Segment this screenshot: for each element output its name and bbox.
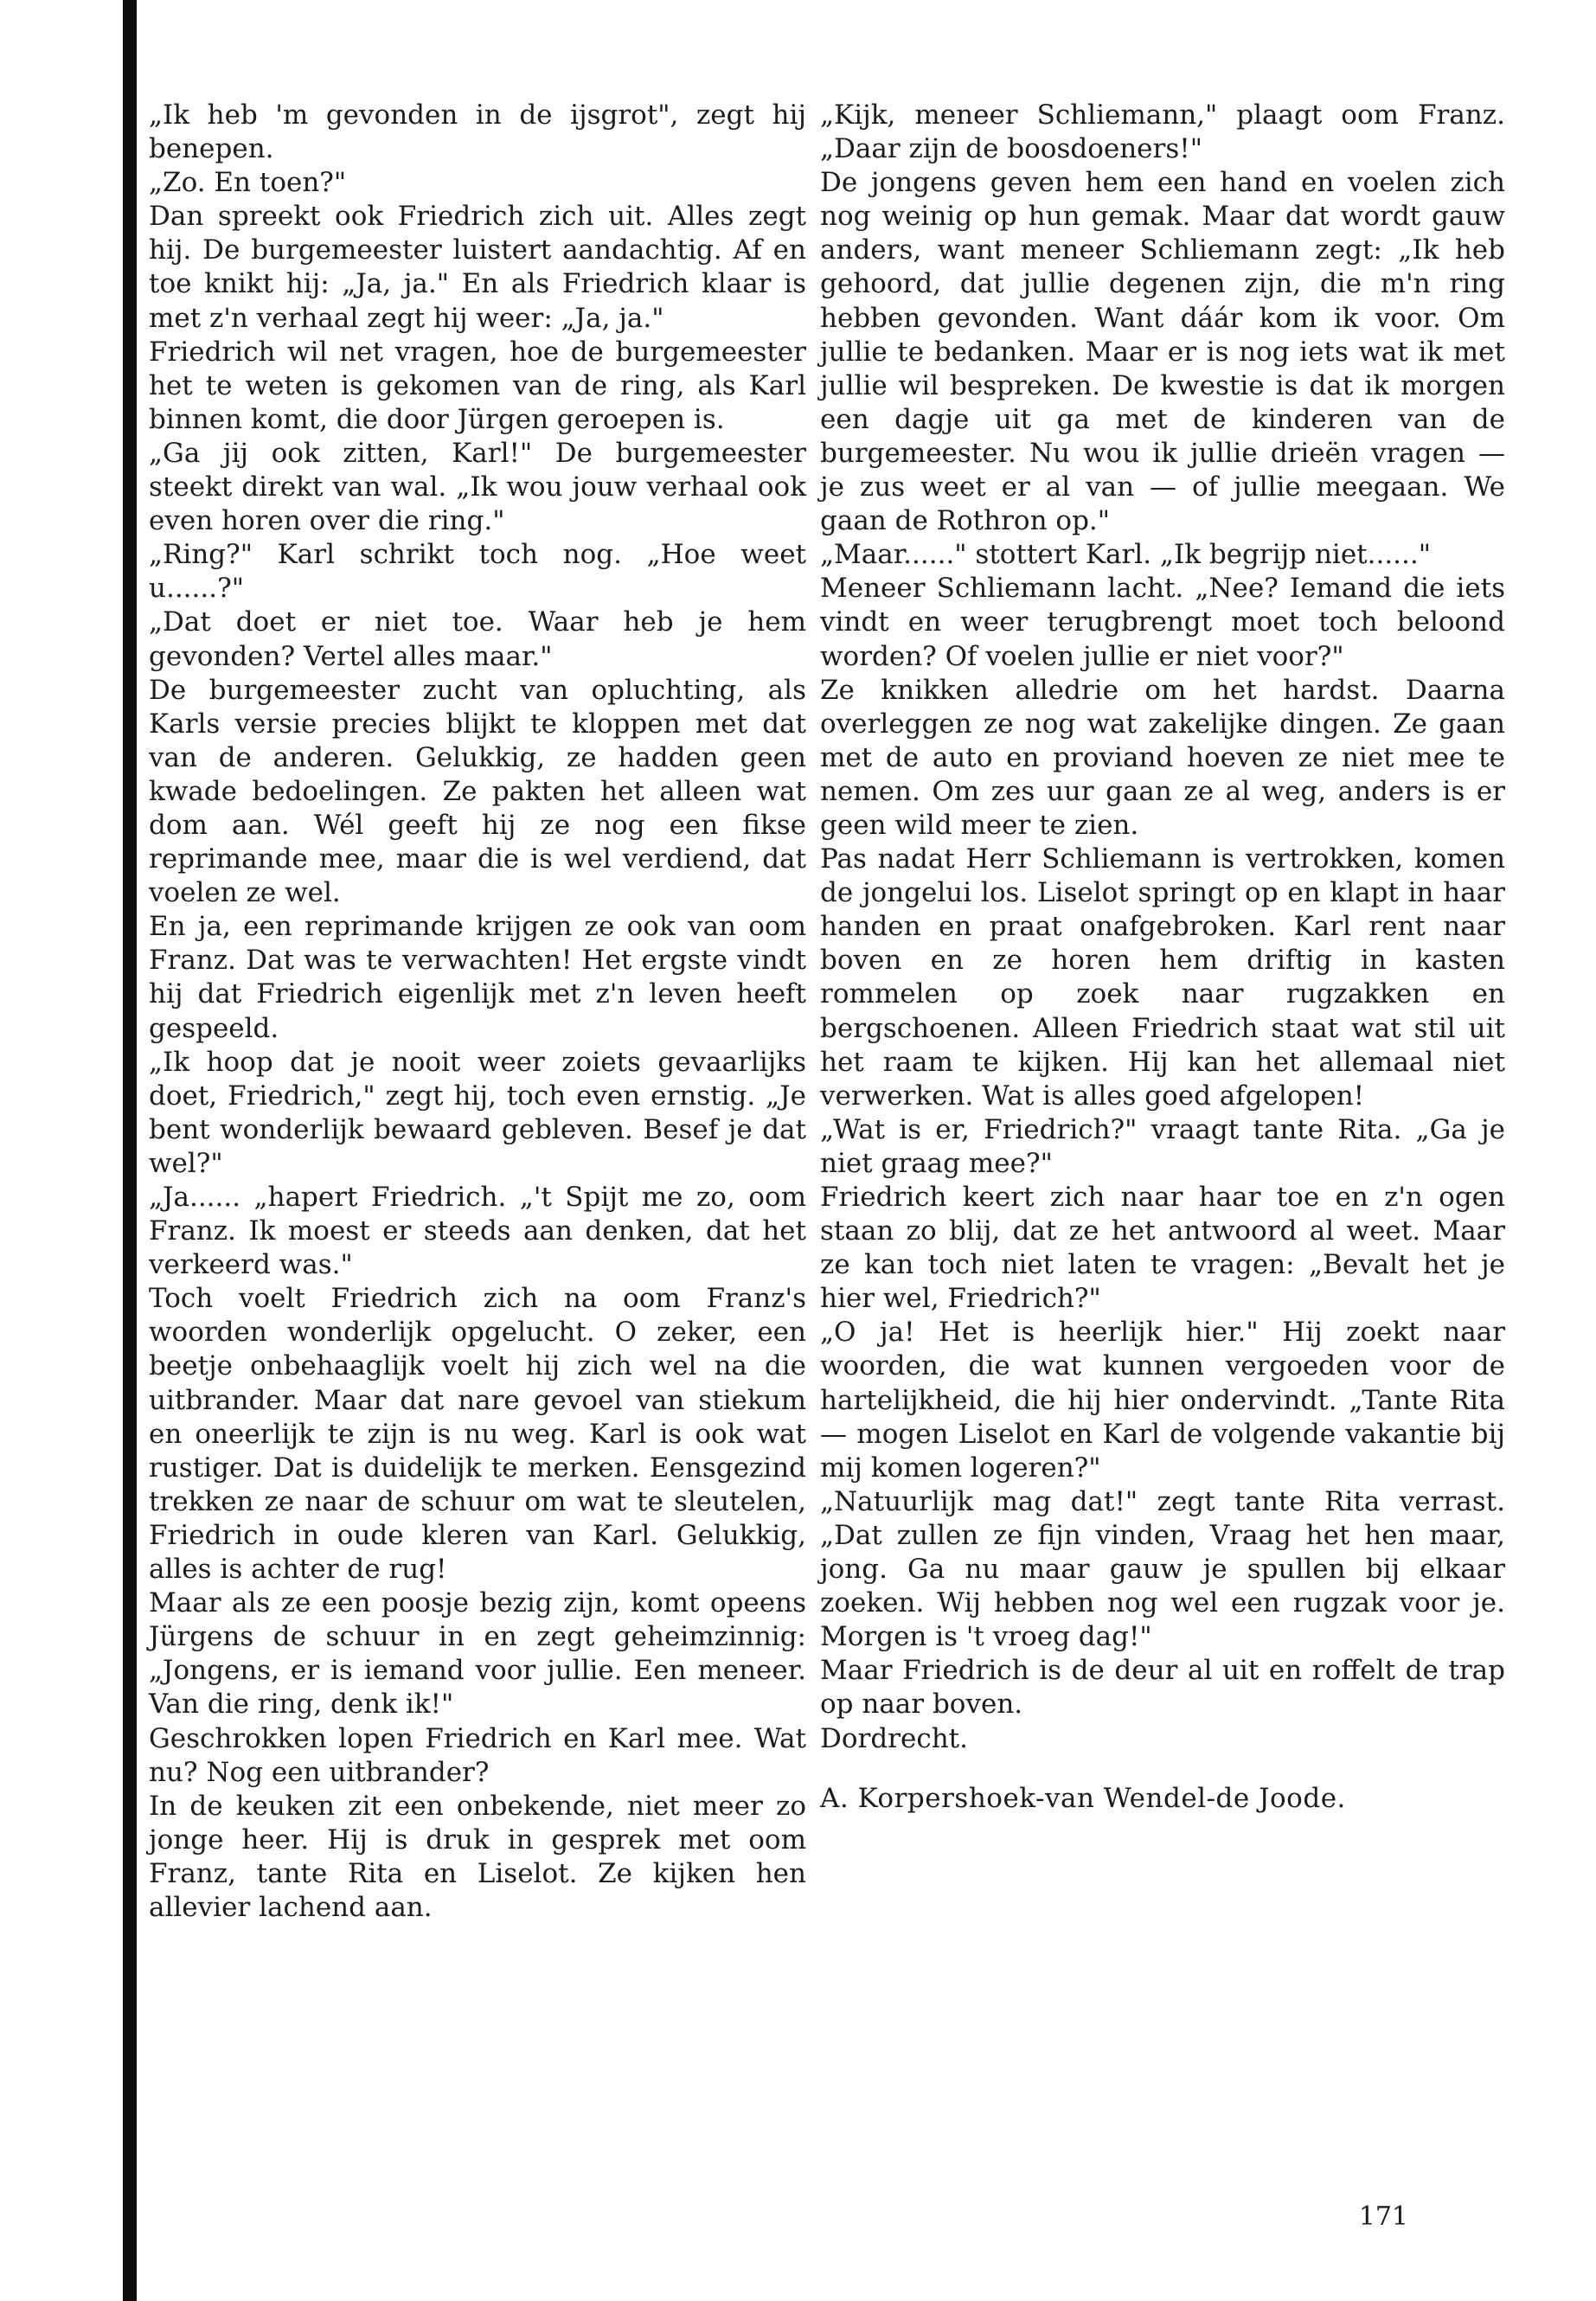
paragraph: Maar als ze een poosje bezig zijn, komt opeens Jürgens de schuur in en zegt geheimzinnig: „Jongens, er is iemand voor jullie. Een meneer. Van die ring, denk ik!" bbox=[149, 1587, 806, 1721]
paragraph: „Ja...... „hapert Friedrich. „'t Spijt me zo, oom Franz. Ik moest er steeds aan denken, dat het verkeerd was." bbox=[149, 1182, 806, 1281]
paragraph: In de keuken zit een onbekende, niet meer zo jonge heer. Hij is druk in gesprek met oom Franz, tante Rita en Liselot. Ze kijken hen allevier lachend aan. bbox=[149, 1790, 806, 1923]
paragraph: Friedrich wil net vragen, hoe de burgemeester het te weten is gekomen van de ring, als Karl binnen komt, die door Jürgen geroepen is. bbox=[149, 336, 806, 435]
paragraph: Dan spreekt ook Friedrich zich uit. Alles zegt hij. De burgemeester luistert aandachtig. Af en toe knikt hij: „Ja, ja." En als Friedrich klaar is met z'n verhaal zegt hij weer: „Ja, ja." bbox=[149, 201, 806, 334]
paragraph: De burgemeester zucht van opluchting, als Karls versie precies blijkt te kloppen met dat van de anderen. Gelukkig, ze hadden geen kwade bedoelingen. Ze pakten het alleen wat dom aan. Wél geeft hij ze nog een fikse reprimande mee, maar die is wel verdiend, dat voelen ze wel. bbox=[149, 674, 806, 909]
paragraph: De jongens geven hem een hand en voelen zich nog weinig op hun gemak. Maar dat wordt gauw anders, want meneer Schliemann zegt: „Ik heb gehoord, dat jullie degenen zijn, die m'n ring hebben gevonden. Want dáár kom ik voor. Om jullie te bedanken. Maar er is nog iets wat ik met jullie wil bespreken. De kwestie is dat ik morgen een dagje uit ga met de kinderen van de burgemeester. Nu wou ik jullie drieën vragen — je zus weet er al van — of jullie meegaan. We gaan de Rothron op." bbox=[820, 167, 1505, 537]
paragraph: Friedrich keert zich naar haar toe en z'n ogen staan zo blij, dat ze het antwoord al weet. Maar ze kan toch niet laten te vragen: „Bevalt het je hier wel, Friedrich?" bbox=[820, 1182, 1505, 1315]
paragraph: „Ik heb 'm gevonden in de ijsgrot", zegt hij benepen. bbox=[149, 99, 806, 165]
scan-edge-bar bbox=[123, 0, 137, 2301]
paragraph: „Ik hoop dat je nooit weer zoiets gevaarlijks doet, Friedrich," zegt hij, toch even ernstig. „Je bent wonderlijk bewaard gebleven. Besef je dat wel?" bbox=[149, 1046, 806, 1179]
paragraph: „Ga jij ook zitten, Karl!" De burgemeester steekt direkt van wal. „Ik wou jouw verhaal ook even horen over die ring." bbox=[149, 437, 806, 537]
paragraph: Meneer Schliemann lacht. „Nee? Iemand die iets vindt en weer terugbrengt moet toch beloond worden? Of voelen jullie er niet voor?" bbox=[820, 573, 1505, 672]
left-text-column bbox=[149, 99, 806, 1925]
paragraph: Pas nadat Herr Schliemann is vertrokken, komen de jongelui los. Liselot springt op en klapt in haar handen en praat onafgebroken. Karl rent naar boven en ze horen hem driftig in kasten rommelen op zoek naar rugzakken en bergschoenen. Alleen Friedrich staat wat stil uit het raam te kijken. Hij kan het allemaal niet verwerken. Wat is alles goed afgelopen! bbox=[820, 843, 1505, 1112]
paragraph: Maar Friedrich is de deur al uit en roffelt de trap op naar boven. bbox=[820, 1655, 1505, 1721]
page-number: 171 bbox=[1358, 2202, 1408, 2232]
paragraph: Toch voelt Friedrich zich na oom Franz's woorden wonderlijk opgelucht. O zeker, een beetje onbehaaglijk voelt hij zich wel na die uitbrander. Maar dat nare gevoel van stiekum en oneerlijk te zijn is nu weg. Karl is ook wat rustiger. Dat is duidelijk te merken. Eensgezind trekken ze naar de schuur om wat te sleutelen, Friedrich in oude kleren van Karl. Gelukkig, alles is achter de rug! bbox=[149, 1283, 806, 1586]
paragraph: Ze knikken alledrie om het hardst. Daarna overleggen ze nog wat zakelijke dingen. Ze gaan met de auto en proviand hoeven ze niet mee te nemen. Om zes uur gaan ze al weg, anders is er geen wild meer te zien. bbox=[820, 674, 1505, 841]
right-text-column bbox=[820, 99, 1505, 1816]
author-byline: A. Korpershoek-van Wendel-de Joode. bbox=[820, 1782, 1346, 1814]
paragraph: „Maar......" stottert Karl. „Ik begrijp niet......" bbox=[820, 539, 1432, 571]
paragraph: „Dat doet er niet toe. Waar heb je hem gevonden? Vertel alles maar." bbox=[149, 606, 806, 672]
place-line: Dordrecht. bbox=[820, 1722, 968, 1754]
paragraph: „Wat is er, Friedrich?" vraagt tante Rita. „Ga je niet graag mee?" bbox=[820, 1113, 1505, 1179]
paragraph: „Ring?" Karl schrikt toch nog. „Hoe weet u......?" bbox=[149, 539, 806, 605]
paragraph: „O ja! Het is heerlijk hier." Hij zoekt naar woorden, die wat kunnen vergoeden voor de hartelijkheid, die hij hier ondervindt. „Tante Rita — mogen Liselot en Karl de volgende vakantie bij mij komen logeren?" bbox=[820, 1317, 1505, 1484]
paragraph: „Natuurlijk mag dat!" zegt tante Rita verrast. „Dat zullen ze fijn vinden, Vraag het hen maar, jong. Ga nu maar gauw je spullen bij elkaar zoeken. Wij hebben nog wel een rugzak voor je. Morgen is 't vroeg dag!" bbox=[820, 1485, 1505, 1653]
paragraph: Geschrokken lopen Friedrich en Karl mee. Wat nu? Nog een uitbrander? bbox=[149, 1722, 806, 1788]
paragraph: „Zo. En toen?" bbox=[149, 167, 347, 199]
paragraph: En ja, een reprimande krijgen ze ook van oom Franz. Dat was te verwachten! Het ergste vindt hij dat Friedrich eigenlijk met z'n leven heeft gespeeld. bbox=[149, 911, 806, 1044]
paragraph: „Kijk, meneer Schliemann," plaagt oom Franz. „Daar zijn de boosdoeners!" bbox=[820, 99, 1505, 165]
